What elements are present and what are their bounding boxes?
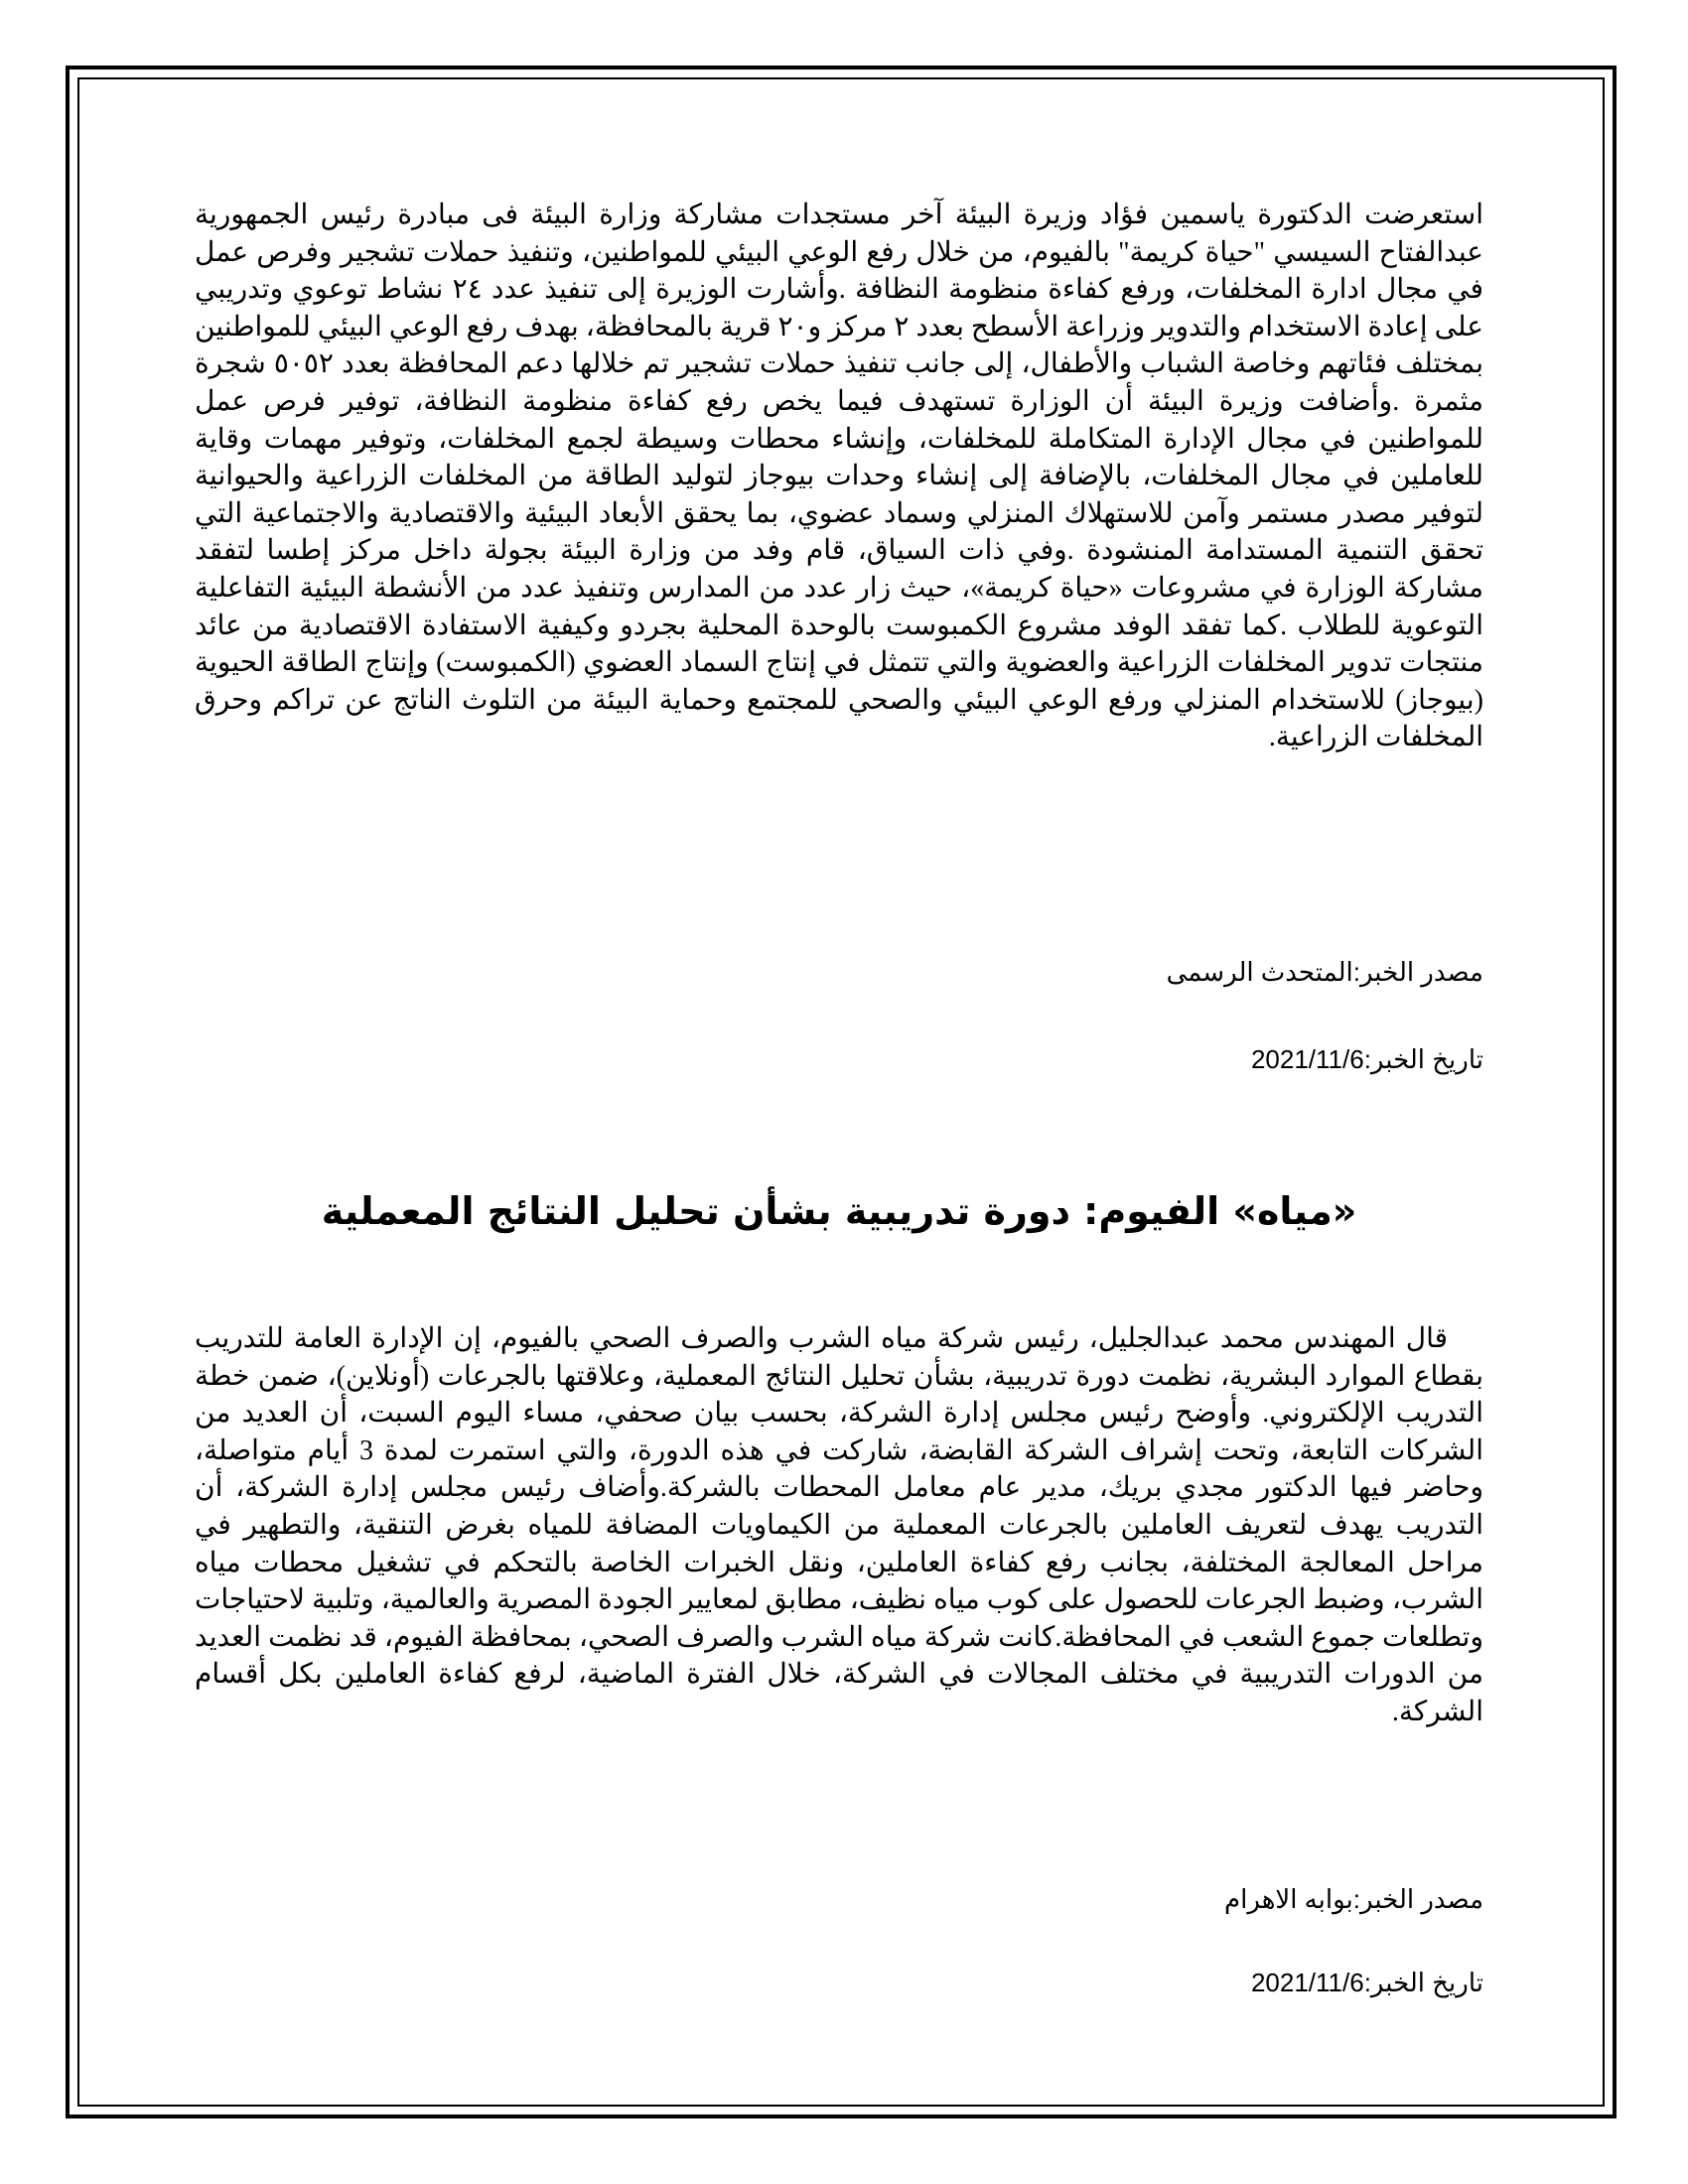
article-1: [195, 197, 1483, 756]
article-1-body: استعرضت الدكتورة ياسمين فؤاد وزيرة البيئة آخر مستجدات مشاركة وزارة البيئة فى مبادرة رئيس الجمهورية عبدالفتاح السيسي "حياة كريمة" بالفيوم، من خلال رفع الوعي البيئي للمواطنين، وتنفيذ حملات تشجير وفرص عمل في مجال ادارة المخلفات، ورفع كفاءة منظومة النظافة .وأشارت الوزيرة إلى تنفيذ عدد ٢٤ نشاط توعوي وتدريبي على إعادة الاستخدام والتدوير وزراعة الأسطح بعدد ٢ مركز و٢٠ قرية بالمحافظة، بهدف رفع الوعي البيئي للمواطنين بمختلف فئاتهم وخاصة الشباب والأطفال، إلى جانب تنفيذ حملات تشجير تم خلالها دعم المحافظة بعدد ٥٠٥٢ شجرة مثمرة .وأضافت وزيرة البيئة أن الوزارة تستهدف فيما يخص رفع كفاءة منظومة النظافة، توفير فرص عمل للمواطنين في مجال الإدارة المتكاملة للمخلفات، وإنشاء محطات وسيطة لجمع المخلفات، وتوفير مهمات وقاية للعاملين في مجال المخلفات، بالإضافة إلى إنشاء وحدات بيوجاز لتوليد الطاقة من المخلفات الزراعية والحيوانية لتوفير مصدر مستمر وآمن للاستهلاك المنزلي وسماد عضوي، بما يحقق الأبعاد البيئية والاقتصادية والاجتماعية التي تحقق التنمية المستدامة المنشودة .وفي ذات السياق، قام وفد من وزارة البيئة بجولة داخل مركز إطسا لتفقد مشاركة الوزارة في مشروعات «حياة كريمة»، حيث زار عدد من المدارس وتنفيذ عدد من الأنشطة البيئية التفاعلية التوعوية للطلاب .كما تفقد الوفد مشروع الكمبوست بالوحدة المحلية بجردو وكيفية الاستفادة الاقتصادية من عائد منتجات تدوير المخلفات الزراعية والعضوية والتي تتمثل في إنتاج السماد العضوي (الكمبوست) وإنتاج الطاقة الحيوية (بيوجاز) للاستخدام المنزلي ورفع الوعي البيئي والصحي للمجتمع وحماية البيئة من التلوث الناتج عن تراكم وحرق المخلفات الزراعية.: [195, 200, 1483, 753]
article-1-source: مصدر الخبر:المتحدث الرسمى: [1166, 957, 1483, 987]
article-2-date: تاريخ الخبر:2021/11/6: [1250, 1968, 1483, 1997]
article-2-date-block: [195, 1966, 1483, 1999]
article-2-source: مصدر الخبر:بوابه الاهرام: [1224, 1884, 1483, 1914]
article-2-headline-block: [195, 1187, 1483, 1235]
article-1-date: تاريخ الخبر:2021/11/6: [1250, 1044, 1483, 1074]
article-2-headline: «مياه» الفيوم: دورة تدريبية بشأن تحليل النتائج المعملية: [321, 1189, 1357, 1233]
article-2-body: قال المهندس محمد عبدالجليل، رئيس شركة مياه الشرب والصرف الصحي بالفيوم، إن الإدارة العامة للتدريب بقطاع الموارد البشرية، نظمت دورة تدريبية، بشأن تحليل النتائج المعملية، وعلاقتها بالجرعات (أونلاين)، ضمن خطة التدريب الإلكتروني. وأوضح رئيس مجلس إدارة الشركة، بحسب بيان صحفي، مساء اليوم السبت، أن العديد من الشركات التابعة، وتحت إشراف الشركة القابضة، شاركت في هذه الدورة، والتي استمرت لمدة 3 أيام متواصلة، وحاضر فيها الدكتور مجدي بريك، مدير عام معامل المحطات بالشركة.وأضاف رئيس مجلس إدارة الشركة، أن التدريب يهدف لتعريف العاملين بالجرعات المعملية من الكيماويات المضافة للمياه بغرض التنقية، والتطهير في مراحل المعالجة المختلفة، بجانب رفع كفاءة العاملين، ونقل الخبرات الخاصة بالتحكم في تشغيل محطات مياه الشرب، وضبط الجرعات للحصول على كوب مياه نظيف، مطابق لمعايير الجودة المصرية والعالمية، وتلبية لاحتياجات وتطلعات جموع الشعب في المحافظة.كانت شركة مياه الشرب والصرف الصحي، بمحافظة الفيوم، قد نظمت العديد من الدورات التدريبية في مختلف المجالات في الشركة، خلال الفترة الماضية، لرفع كفاءة العاملين بكل أقسام الشركة.: [195, 1323, 1483, 1727]
article-2-source-block: [195, 1882, 1483, 1916]
article-2: [195, 1320, 1483, 1731]
article-1-date-block: [195, 1042, 1483, 1076]
article-1-source-block: [195, 955, 1483, 989]
